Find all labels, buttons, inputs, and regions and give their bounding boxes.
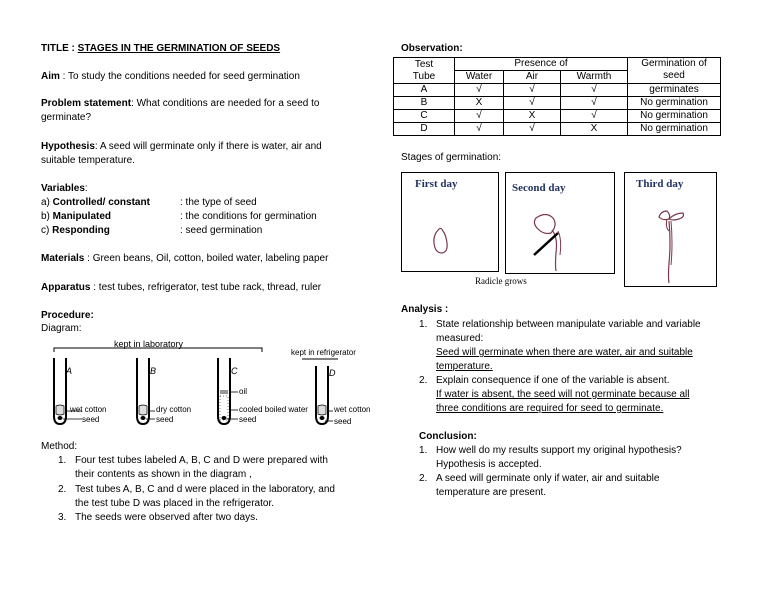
apparatus-line <box>41 281 321 294</box>
seed-drawing <box>402 173 498 271</box>
stage-title: First day <box>415 178 458 190</box>
stage-title: Third day <box>636 178 684 190</box>
analysis-num: 2. <box>419 375 428 386</box>
variable-value: : the conditions for germination <box>180 211 317 222</box>
variable-row <box>41 196 150 209</box>
aim-line <box>41 70 300 83</box>
tube-label: seed <box>82 415 100 424</box>
method-text: Test tubes A, B, C and d were placed in the laboratory, and <box>75 484 335 495</box>
tube-label: wet cotton <box>334 405 371 414</box>
conclusion-num: 1. <box>419 445 428 456</box>
tube-label: oil <box>239 387 248 396</box>
conclusion-text: Hypothesis is accepted. <box>436 459 542 470</box>
tube-letter: D <box>329 368 336 378</box>
problem-label: Problem statement <box>41 98 132 109</box>
problem-line-2: germinate? <box>41 112 92 123</box>
tube-label: wet cotton <box>70 405 107 414</box>
method-num: 1. <box>58 455 67 466</box>
variable-row <box>41 224 110 237</box>
header-warmth: Warmth <box>561 71 628 84</box>
variable-name: Manipulated <box>52 211 112 222</box>
tube-label: seed <box>156 415 174 424</box>
table-row: D √ √ X No germination <box>394 123 721 136</box>
tube-letter: C <box>231 366 238 376</box>
result-cell: germinates <box>628 84 721 97</box>
variable-row <box>41 210 111 223</box>
method-text: Four test tubes labeled A, B, C and D were prepared with <box>75 455 328 466</box>
aim-text: : To study the conditions needed for seed germination <box>59 71 300 82</box>
tube-label: seed <box>239 415 257 424</box>
materials-label: Materials <box>41 253 85 264</box>
analysis-question: State relationship between manipulate variable and variable <box>436 319 701 330</box>
sprout-drawing <box>506 173 614 273</box>
method-text: their contents as shown in the diagram , <box>75 469 252 480</box>
table-row: A √ √ √ germinates <box>394 84 721 97</box>
materials-text: : Green beans, Oil, cotton, boiled water, labeling paper <box>84 253 329 264</box>
variable-value: : seed germination <box>180 225 263 236</box>
table-row: B X √ √ No germination <box>394 97 721 110</box>
header-presence: Presence of <box>455 58 628 71</box>
tube-letter: A <box>66 366 73 376</box>
header-germination: Germination of seed <box>628 58 721 84</box>
method-text: The seeds were observed after two days. <box>75 512 258 523</box>
tube-label: cooled boiled water <box>239 405 308 414</box>
observation-table <box>393 57 721 136</box>
stage-box-second <box>505 172 615 274</box>
conclusion-num: 2. <box>419 473 428 484</box>
conclusion-text: A seed will germinate only if water, air and suitable <box>436 473 660 484</box>
variable-prefix: c) <box>41 225 53 236</box>
apparatus-label: Apparatus <box>41 282 91 293</box>
title-line <box>41 42 280 55</box>
stage-box-third <box>624 172 717 287</box>
method-text: the test tube D was placed in the refrigerator. <box>75 498 274 509</box>
aim-label: Aim <box>41 71 60 82</box>
analysis-answer: temperature. <box>436 361 493 372</box>
conclusion-label: Conclusion: <box>419 431 477 442</box>
analysis-question: measured: <box>436 333 484 344</box>
hypothesis-line-2: suitable temperature. <box>41 155 135 166</box>
stage-box-first <box>401 172 499 272</box>
analysis-label: Analysis : <box>401 304 449 315</box>
variable-name: Controlled/ constant <box>52 197 150 208</box>
radicle-label: Radicle grows <box>475 276 527 286</box>
method-label: Method: <box>41 441 78 452</box>
header-air: Air <box>504 71 561 84</box>
analysis-answer: Seed will germinate when there are water, air and suitable <box>436 347 693 358</box>
title-label: TITLE <box>41 43 69 54</box>
tube-label: dry cotton <box>156 405 192 414</box>
variables-colon: : <box>84 183 88 194</box>
variable-prefix: b) <box>41 211 53 222</box>
tube-label: seed <box>334 417 352 426</box>
method-num: 2. <box>58 484 67 495</box>
stage-title: Second day <box>512 182 566 194</box>
variable-prefix: a) <box>41 197 53 208</box>
materials-line <box>41 252 328 265</box>
hypothesis-line-1 <box>41 140 322 153</box>
analysis-answer: three conditions are required for seed to germinate. <box>436 403 664 414</box>
variables-label: Variables <box>41 183 85 194</box>
apparatus-diagram <box>40 338 380 432</box>
title-sep: : <box>68 43 78 54</box>
apparatus-text: : test tubes, refrigerator, test tube rack, thread, ruler <box>90 282 322 293</box>
variable-value: : the type of seed <box>180 197 257 208</box>
title-value: STAGES IN THE GERMINATION OF SEEDS <box>77 43 281 54</box>
hypothesis-label: Hypothesis <box>41 141 95 152</box>
observation-label: Observation: <box>401 43 463 54</box>
header-water: Water <box>455 71 504 84</box>
conclusion-text: How well do my results support my original hypothesis? <box>436 445 682 456</box>
analysis-question: Explain consequence if one of the variable is absent. <box>436 375 670 386</box>
variables-heading <box>41 182 88 195</box>
procedure-label: Procedure: <box>41 310 94 321</box>
label-kept-fridge: kept in refrigerator <box>291 348 356 357</box>
label-kept-lab: kept in laboratory <box>114 339 184 349</box>
problem-text: : What conditions are needed for a seed to <box>131 98 320 109</box>
conclusion-text: temperature are present. <box>436 487 547 498</box>
analysis-num: 1. <box>419 319 428 330</box>
stages-label: Stages of germination: <box>401 152 502 163</box>
hypothesis-text: : A seed will germinate only if there is water, air and <box>94 141 322 152</box>
seedling-drawing <box>625 173 716 286</box>
tube-letter: B <box>150 366 157 376</box>
header-test-tube: Test Tube <box>394 58 455 84</box>
method-num: 3. <box>58 512 67 523</box>
diagram-label: Diagram: <box>41 323 82 334</box>
analysis-answer: If water is absent, the seed will not germinate because all <box>436 389 690 400</box>
problem-line-1 <box>41 97 319 110</box>
variable-name: Responding <box>52 225 110 236</box>
table-row: C √ X √ No germination <box>394 110 721 123</box>
